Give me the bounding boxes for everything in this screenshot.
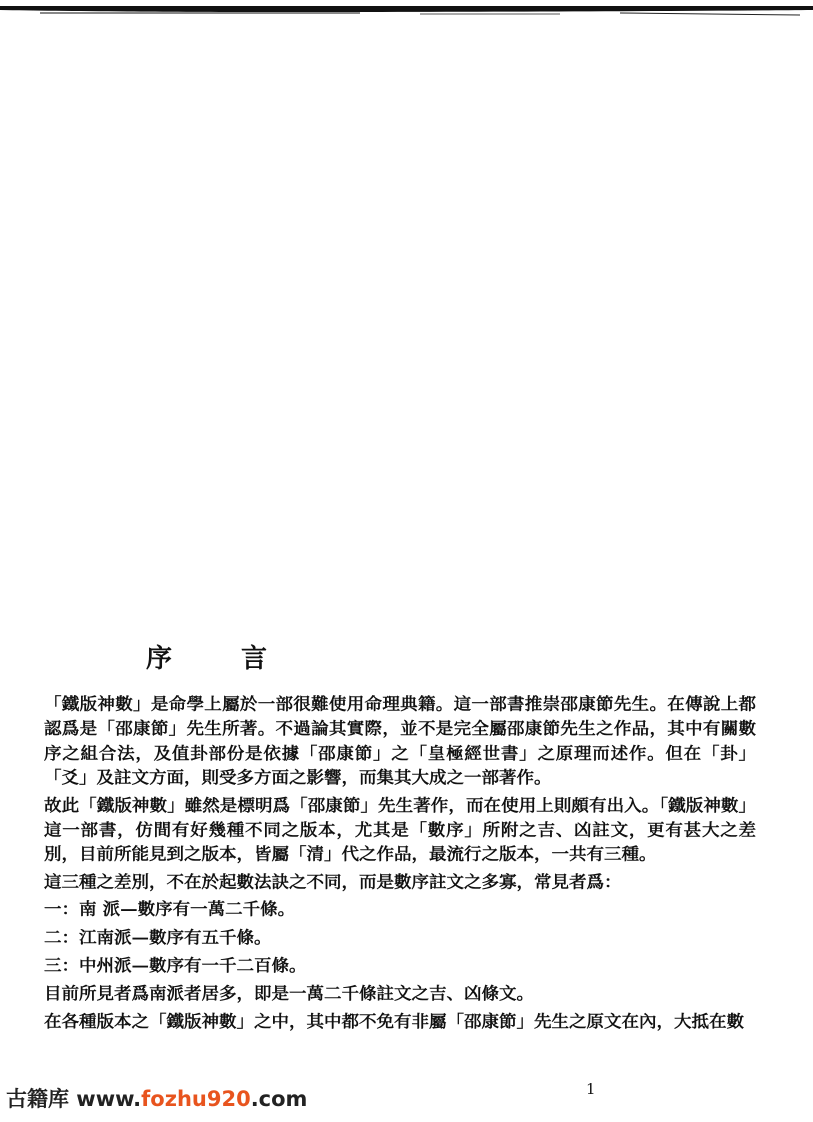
preface-paragraph-5: 在各種版本之「鐵版神數」之中，其中都不免有非屬「邵康節」先生之原文在內，大抵在數 <box>44 1012 744 1032</box>
page-number: 1 <box>586 1080 596 1098</box>
footer-site-prefix: 古籍库 www. <box>6 1087 142 1111</box>
preface-paragraph-1: 「鐵版神數」是命學上屬於一部很難使用命理典籍。這一部書推崇邵康節先生。在傳說上都認爲是「邵康節」先生所著。不過論其實際，並不是完全屬邵康節先生之作品，其中有關數序之組合法，及值卦部份是依據「邵康節」之「皇極經世書」之原理而述作。但在「卦」「爻」及註文方面，則受多方面之影響，而集其大成之一部著作。 <box>44 695 756 789</box>
preface-paragraph-3: 這三種之差別，不在於起數法訣之不同，而是數序註文之多寡，常見者爲： <box>44 873 622 892</box>
footer-site-suffix: .com <box>250 1087 308 1111</box>
preface-paragraph-4: 目前所見者爲南派者居多，即是一萬二千條註文之吉、凶條文。 <box>44 985 534 1005</box>
footer-site-accent: fozhu920 <box>141 1087 251 1111</box>
footer-website-watermark <box>6 1083 307 1113</box>
list-item-south-school: 一：南 派—數序有一萬二千條。 <box>44 900 296 920</box>
list-item-zhongzhou-school: 三：中州派—數序有一千二百條。 <box>44 957 307 976</box>
preface-title: 序 言 <box>146 644 298 674</box>
top-scan-border <box>0 4 813 18</box>
preface-paragraph-2: 故此「鐵版神數」雖然是標明爲「邵康節」先生著作，而在使用上則頗有出入。「鐵版神數」這一部書，仿間有好幾種不同之版本，尤其是「數序」所附之吉、凶註文，更有甚大之差別，目前所能見到之版本，皆屬「清」代之作品，最流行之版本，一共有三種。 <box>44 796 756 865</box>
list-item-jiangnan-school: 二：江南派—數序有五千條。 <box>44 928 272 948</box>
preface-body <box>44 693 756 1037</box>
